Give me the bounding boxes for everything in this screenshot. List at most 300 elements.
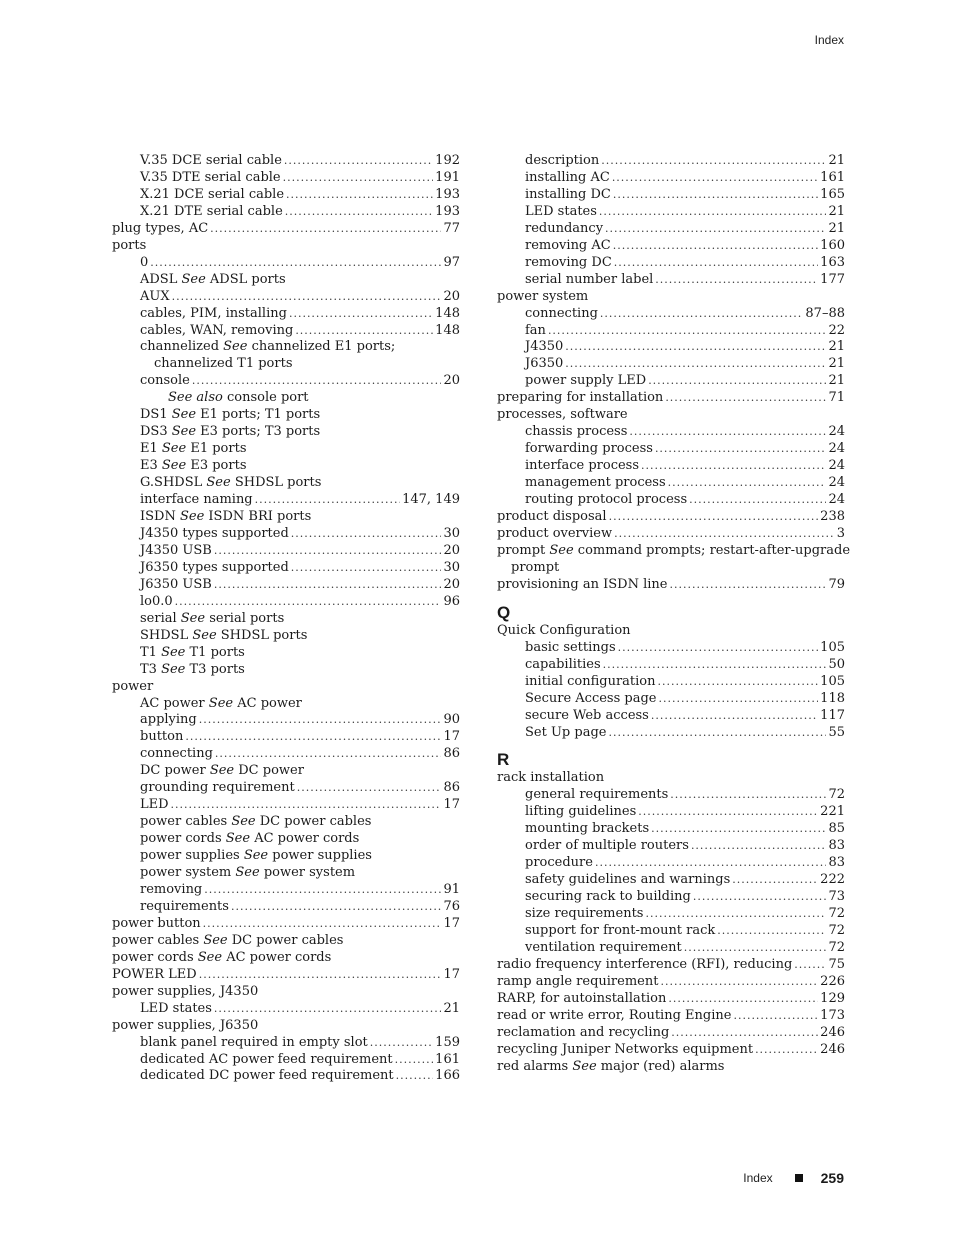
term-text: ISDN bbox=[140, 509, 180, 525]
term-text: preparing for installation bbox=[497, 390, 664, 406]
term-text: basic settings bbox=[525, 639, 616, 655]
index-term bbox=[525, 204, 597, 221]
cross-reference-see: See also bbox=[168, 390, 223, 406]
index-term bbox=[140, 1001, 212, 1018]
index-term bbox=[140, 611, 284, 628]
dot-leader bbox=[651, 821, 826, 838]
term-text: processes, software bbox=[497, 407, 628, 423]
index-entry bbox=[112, 238, 460, 255]
dot-leader bbox=[614, 526, 835, 543]
term-text: installing DC bbox=[525, 186, 611, 202]
dot-leader bbox=[599, 204, 827, 221]
index-entry bbox=[112, 1035, 460, 1052]
index-term bbox=[140, 729, 183, 746]
index-entry bbox=[497, 725, 845, 742]
dot-leader bbox=[660, 974, 818, 991]
term-text: major (red) alarms bbox=[596, 1058, 725, 1074]
term-text: power supply LED bbox=[525, 373, 647, 389]
page-reference: 163 bbox=[820, 254, 845, 270]
dot-leader bbox=[150, 255, 441, 272]
term-text: management process bbox=[525, 475, 666, 491]
dot-leader bbox=[595, 855, 827, 872]
index-term bbox=[525, 838, 689, 855]
page-reference: 20 bbox=[443, 373, 460, 389]
term-text: LED states bbox=[140, 1000, 212, 1016]
dot-leader bbox=[214, 1001, 442, 1018]
index-entry bbox=[497, 255, 845, 272]
index-term bbox=[497, 407, 628, 424]
page-reference: 117 bbox=[820, 707, 845, 723]
dot-leader bbox=[614, 255, 818, 272]
term-text: prompt bbox=[511, 559, 560, 575]
term-text: J4350 USB bbox=[140, 542, 212, 558]
index-entry bbox=[497, 640, 845, 657]
index-term bbox=[140, 407, 320, 424]
index-term bbox=[497, 1042, 753, 1059]
term-text: product disposal bbox=[497, 509, 607, 525]
index-entry bbox=[497, 153, 845, 170]
term-text: T3 bbox=[140, 661, 162, 677]
index-entry bbox=[112, 780, 460, 797]
dot-leader bbox=[670, 577, 827, 594]
page-reference: 177 bbox=[820, 271, 845, 287]
term-text: routing protocol process bbox=[525, 492, 688, 508]
index-entry bbox=[497, 974, 845, 991]
index-entry bbox=[497, 1008, 845, 1025]
page-reference: 21 bbox=[828, 203, 845, 219]
index-term bbox=[140, 780, 295, 797]
cross-reference-see: See bbox=[231, 814, 256, 830]
page-reference: 192 bbox=[435, 153, 460, 168]
index-term bbox=[140, 831, 359, 848]
term-text: power cables bbox=[140, 814, 232, 830]
page-reference: 20 bbox=[443, 288, 460, 304]
term-text: serial bbox=[140, 610, 181, 626]
index-entry bbox=[497, 475, 845, 492]
index-term bbox=[525, 657, 601, 674]
page-reference: 83 bbox=[828, 855, 845, 871]
term-text: AUX bbox=[140, 288, 170, 304]
index-term bbox=[525, 170, 610, 187]
dot-leader bbox=[601, 153, 826, 170]
dot-leader bbox=[684, 940, 827, 957]
term-text: LED bbox=[140, 797, 169, 813]
dot-leader bbox=[641, 458, 826, 475]
index-term bbox=[112, 916, 201, 933]
index-term bbox=[497, 509, 607, 526]
index-entry bbox=[112, 662, 460, 679]
dot-leader bbox=[565, 356, 826, 373]
term-text: ADSL bbox=[140, 271, 182, 287]
term-text: secure Web access bbox=[525, 707, 649, 723]
index-term bbox=[525, 475, 666, 492]
index-term bbox=[525, 855, 593, 872]
term-text: console bbox=[140, 373, 190, 389]
term-text: description bbox=[525, 153, 600, 168]
page-reference: 96 bbox=[443, 593, 460, 609]
index-entry bbox=[497, 691, 845, 708]
index-entry bbox=[497, 542, 851, 560]
index-entry bbox=[112, 628, 460, 645]
index-entry bbox=[112, 899, 460, 916]
index-entry bbox=[112, 594, 460, 611]
index-entry bbox=[112, 763, 460, 780]
index-term bbox=[497, 1059, 724, 1076]
index-term bbox=[140, 153, 282, 170]
term-text: plug types, AC bbox=[112, 220, 209, 236]
page-reference: 30 bbox=[443, 525, 460, 541]
dot-leader bbox=[732, 872, 818, 889]
term-text: capabilities bbox=[525, 656, 601, 672]
dot-leader bbox=[231, 899, 441, 916]
index-term bbox=[140, 187, 284, 204]
cross-reference-see: See bbox=[572, 1058, 597, 1074]
index-entry bbox=[112, 865, 460, 882]
page-reference: 221 bbox=[820, 804, 845, 820]
dot-leader bbox=[794, 957, 826, 974]
cross-reference-see: See bbox=[180, 610, 206, 626]
index-entry bbox=[112, 187, 460, 204]
index-term bbox=[525, 708, 649, 725]
term-text: V.35 DCE serial cable bbox=[140, 153, 282, 168]
index-entry bbox=[112, 1001, 460, 1018]
cross-reference-see: See bbox=[206, 475, 231, 491]
term-text: initial configuration bbox=[525, 673, 656, 689]
index-entry bbox=[112, 577, 460, 594]
index-term bbox=[497, 543, 850, 560]
dot-leader bbox=[291, 560, 442, 577]
dot-leader bbox=[613, 187, 818, 204]
term-text: AC power cords bbox=[222, 949, 332, 965]
page-reference: 161 bbox=[820, 169, 845, 185]
index-entry bbox=[497, 923, 845, 940]
index-term bbox=[140, 594, 173, 611]
dot-leader bbox=[717, 923, 826, 940]
index-term bbox=[497, 991, 666, 1008]
term-text: Set Up page bbox=[525, 724, 607, 740]
term-text: reclamation and recycling bbox=[497, 1024, 670, 1040]
page-reference: 21 bbox=[443, 1000, 460, 1016]
page-reference: 161 bbox=[435, 1051, 460, 1067]
cross-reference-see: See bbox=[225, 831, 251, 847]
index-entry bbox=[112, 729, 460, 746]
index-term bbox=[525, 323, 546, 340]
index-entry bbox=[497, 657, 845, 674]
index-entry bbox=[497, 1059, 845, 1076]
page-reference: 30 bbox=[443, 559, 460, 575]
page-reference: 17 bbox=[443, 915, 460, 931]
term-text: dedicated DC power feed requirement bbox=[140, 1068, 394, 1084]
dot-leader bbox=[199, 712, 442, 729]
dot-leader bbox=[297, 780, 442, 797]
index-entry bbox=[112, 492, 460, 509]
term-text: E3 ports bbox=[186, 458, 247, 474]
index-entry bbox=[497, 821, 845, 838]
term-text: order of multiple routers bbox=[525, 838, 689, 854]
term-text: power supplies bbox=[268, 848, 372, 864]
term-text: blank panel required in empty slot bbox=[140, 1034, 368, 1050]
page-reference: 246 bbox=[820, 1041, 845, 1057]
index-column-left bbox=[112, 153, 460, 1085]
page-reference: 21 bbox=[828, 153, 845, 168]
term-text: button bbox=[140, 729, 184, 745]
index-term bbox=[112, 950, 331, 967]
index-entry bbox=[112, 933, 460, 950]
term-text: DS1 bbox=[140, 407, 172, 423]
term-text: product overview bbox=[497, 525, 613, 541]
dot-leader bbox=[286, 187, 433, 204]
term-text: E1 ports; T1 ports bbox=[196, 407, 321, 423]
page-reference: 147, 149 bbox=[402, 492, 460, 508]
term-text: lo0.0 bbox=[140, 593, 173, 609]
dot-leader bbox=[172, 289, 442, 306]
running-head: Index bbox=[814, 33, 844, 47]
page-reference: 148 bbox=[435, 305, 460, 321]
term-text: removing bbox=[140, 881, 203, 897]
dot-leader bbox=[668, 991, 818, 1008]
dot-leader bbox=[291, 526, 442, 543]
dot-leader bbox=[548, 323, 827, 340]
cross-reference-see: See bbox=[235, 865, 260, 881]
page-reference: 160 bbox=[820, 237, 845, 253]
term-text: applying bbox=[140, 712, 197, 728]
term-text: power cords bbox=[140, 831, 226, 847]
term-text: DC power bbox=[140, 763, 210, 779]
index-entry bbox=[497, 306, 845, 323]
dot-leader bbox=[608, 725, 826, 742]
index-entry bbox=[112, 967, 460, 984]
term-text: E3 bbox=[140, 458, 162, 474]
index-term bbox=[511, 560, 559, 577]
page-reference: 3 bbox=[836, 525, 845, 541]
index-entry bbox=[112, 611, 460, 628]
footer-label: Index bbox=[743, 1171, 773, 1185]
index-term bbox=[497, 974, 658, 991]
term-text: removing DC bbox=[525, 254, 612, 270]
page-reference: 20 bbox=[443, 576, 460, 592]
dot-leader bbox=[204, 882, 441, 899]
term-text: LED states bbox=[525, 203, 597, 219]
dot-leader bbox=[283, 170, 434, 187]
index-term bbox=[140, 492, 253, 509]
page-reference: 77 bbox=[443, 220, 460, 236]
term-text: console port bbox=[222, 390, 309, 406]
term-text: securing rack to building bbox=[525, 889, 691, 905]
index-entry bbox=[112, 153, 460, 170]
term-text: power system bbox=[497, 288, 589, 304]
index-entry bbox=[497, 708, 845, 725]
index-term bbox=[112, 679, 153, 696]
index-term bbox=[525, 272, 653, 289]
term-text: mounting brackets bbox=[525, 821, 650, 837]
cross-reference-see: See bbox=[171, 424, 197, 440]
index-term bbox=[140, 272, 286, 289]
term-text: read or write error, Routing Engine bbox=[497, 1007, 732, 1023]
index-entry bbox=[497, 770, 845, 787]
term-text: channelized T1 ports bbox=[154, 356, 293, 372]
page-reference: 166 bbox=[435, 1068, 460, 1084]
index-entry bbox=[112, 712, 460, 729]
index-entry bbox=[112, 950, 460, 967]
dot-leader bbox=[370, 1035, 433, 1052]
page-reference: 73 bbox=[828, 889, 845, 905]
term-text: grounding requirement bbox=[140, 780, 295, 796]
index-term bbox=[112, 967, 197, 984]
page-reference: 226 bbox=[820, 973, 845, 989]
page-reference: 24 bbox=[828, 424, 845, 440]
term-text: V.35 DTE serial cable bbox=[140, 169, 281, 185]
index-term bbox=[525, 492, 687, 509]
index-term bbox=[525, 940, 682, 957]
index-entry bbox=[112, 526, 460, 543]
index-entry bbox=[497, 492, 845, 509]
dot-leader bbox=[214, 543, 442, 560]
index-entry bbox=[497, 957, 845, 974]
term-text: ventilation requirement bbox=[525, 939, 682, 955]
dot-leader bbox=[395, 1052, 434, 1069]
index-entry bbox=[112, 746, 460, 763]
cross-reference-see: See bbox=[223, 339, 248, 355]
term-text: X.21 DTE serial cable bbox=[140, 203, 283, 219]
page-reference: 72 bbox=[828, 923, 845, 939]
index-term bbox=[140, 882, 202, 899]
index-entry bbox=[497, 323, 845, 340]
index-term bbox=[497, 957, 792, 974]
index-term bbox=[140, 204, 283, 221]
index-term bbox=[140, 255, 148, 272]
page-reference: 85 bbox=[828, 821, 845, 837]
index-entry bbox=[112, 679, 460, 696]
page-reference: 238 bbox=[820, 509, 845, 525]
index-term bbox=[525, 255, 612, 272]
term-text: forwarding process bbox=[525, 441, 653, 457]
page-reference: 76 bbox=[443, 898, 460, 914]
term-text: ports bbox=[112, 237, 147, 253]
dot-leader bbox=[199, 967, 442, 984]
term-text: power supplies, J4350 bbox=[112, 983, 259, 999]
index-term bbox=[140, 662, 245, 679]
index-term bbox=[140, 323, 293, 340]
index-entry bbox=[112, 814, 460, 831]
index-term bbox=[525, 153, 599, 170]
dot-leader bbox=[612, 170, 818, 187]
term-text: installing AC bbox=[525, 169, 610, 185]
index-entry bbox=[497, 424, 845, 441]
dot-leader bbox=[214, 577, 442, 594]
page-reference: 24 bbox=[828, 441, 845, 457]
index-term bbox=[140, 848, 372, 865]
index-entry bbox=[112, 831, 460, 848]
page-reference: 86 bbox=[443, 746, 460, 762]
index-term bbox=[525, 804, 636, 821]
dot-leader bbox=[613, 238, 818, 255]
dot-leader bbox=[755, 1042, 818, 1059]
index-term bbox=[497, 577, 668, 594]
index-term bbox=[140, 1052, 393, 1069]
index-term bbox=[154, 356, 293, 373]
dot-leader bbox=[609, 509, 819, 526]
index-entry bbox=[112, 289, 460, 306]
index-term bbox=[525, 691, 657, 708]
index-entry bbox=[112, 645, 460, 662]
index-entry bbox=[497, 187, 845, 204]
dot-leader bbox=[655, 272, 818, 289]
term-text: connecting bbox=[140, 746, 213, 762]
dot-leader bbox=[629, 424, 826, 441]
dot-leader bbox=[618, 640, 819, 657]
term-text: power system bbox=[259, 865, 356, 881]
term-text: recycling Juniper Networks equipment bbox=[497, 1041, 754, 1057]
index-entry bbox=[497, 221, 845, 238]
dot-leader bbox=[689, 492, 826, 509]
index-entry bbox=[497, 889, 845, 906]
index-entry bbox=[112, 272, 460, 289]
dot-leader bbox=[605, 221, 826, 238]
term-text: J6350 USB bbox=[140, 576, 212, 592]
index-term bbox=[525, 674, 656, 691]
index-entry bbox=[112, 306, 460, 323]
index-term bbox=[140, 763, 304, 780]
index-term bbox=[112, 984, 258, 1001]
index-entry bbox=[112, 797, 460, 814]
index-entry bbox=[497, 940, 845, 957]
term-text: Quick Configuration bbox=[497, 622, 631, 638]
term-text: SHDSL ports bbox=[216, 627, 308, 643]
term-text: safety guidelines and warnings bbox=[525, 872, 731, 888]
term-text: serial number label bbox=[525, 271, 654, 287]
index-term bbox=[525, 458, 639, 475]
cross-reference-see: See bbox=[181, 271, 206, 287]
page-reference: 24 bbox=[828, 458, 845, 474]
index-term bbox=[525, 238, 611, 255]
term-text: SHDSL bbox=[140, 627, 193, 643]
page-reference: 222 bbox=[820, 872, 845, 888]
term-text: J6350 bbox=[525, 356, 564, 372]
cross-reference-see: See bbox=[161, 661, 186, 677]
index-term bbox=[140, 746, 213, 763]
index-entry bbox=[497, 170, 845, 187]
index-term bbox=[525, 306, 598, 323]
dot-leader bbox=[210, 221, 441, 238]
page-reference: 105 bbox=[820, 639, 845, 655]
page-reference: 75 bbox=[828, 956, 845, 972]
term-text: T1 bbox=[140, 644, 162, 660]
cross-reference-see: See bbox=[192, 627, 217, 643]
index-entry bbox=[497, 356, 845, 373]
index-term bbox=[140, 475, 321, 492]
index-term bbox=[497, 1008, 731, 1025]
index-term bbox=[525, 221, 603, 238]
dot-leader bbox=[600, 306, 804, 323]
page-reference: 193 bbox=[435, 186, 460, 202]
term-text: ADSL ports bbox=[205, 271, 286, 287]
page-reference: 17 bbox=[443, 966, 460, 982]
page-reference: 71 bbox=[828, 390, 845, 406]
index-term bbox=[525, 356, 563, 373]
dot-leader bbox=[284, 153, 433, 170]
dot-leader bbox=[289, 306, 433, 323]
page-reference: 24 bbox=[828, 475, 845, 491]
index-term bbox=[525, 187, 611, 204]
term-text: 0 bbox=[140, 254, 149, 270]
index-entry bbox=[112, 373, 460, 390]
term-text: power cords bbox=[112, 949, 198, 965]
term-text: POWER LED bbox=[112, 966, 197, 982]
index-term bbox=[140, 509, 311, 526]
term-text: serial ports bbox=[205, 610, 285, 626]
page-reference: 72 bbox=[828, 787, 845, 803]
term-text: removing AC bbox=[525, 237, 611, 253]
